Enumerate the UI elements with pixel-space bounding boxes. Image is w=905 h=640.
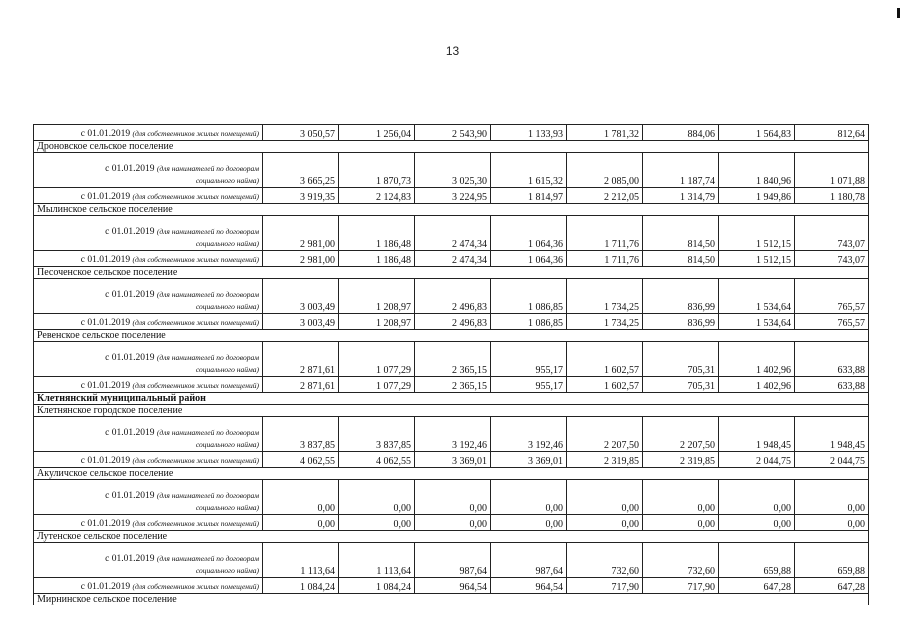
tariff-value: 0,00 bbox=[643, 515, 719, 531]
tariff-value: 3 837,85 bbox=[263, 417, 339, 452]
tariff-value: 0,00 bbox=[795, 515, 869, 531]
settlement-header-row bbox=[34, 141, 869, 153]
tariff-value: 0,00 bbox=[415, 480, 491, 515]
tariff-value: 1 086,85 bbox=[491, 279, 567, 314]
owners-note: (для собственников жилых помещений) bbox=[132, 519, 259, 528]
tenants-note-line1: (для нанимателей по договорам bbox=[156, 554, 259, 563]
owners-tariff-row bbox=[34, 188, 869, 204]
tariff-value: 955,17 bbox=[491, 377, 567, 393]
tariff-value: 1 814,97 bbox=[491, 188, 567, 204]
tariff-value: 659,88 bbox=[719, 543, 795, 578]
tariff-value: 3 003,49 bbox=[263, 314, 339, 330]
tariff-value: 1 615,32 bbox=[491, 153, 567, 188]
settlement-name: Лутенское сельское поселение bbox=[34, 531, 869, 543]
owners-tariff-row bbox=[34, 578, 869, 594]
row-label bbox=[34, 125, 263, 141]
tariff-value: 659,88 bbox=[795, 543, 869, 578]
settlement-header-row bbox=[34, 267, 869, 279]
tariff-value: 955,17 bbox=[491, 342, 567, 377]
owners-tariff-row bbox=[34, 314, 869, 330]
tariff-value: 1 734,25 bbox=[567, 314, 643, 330]
tariff-value: 1 084,24 bbox=[339, 578, 415, 594]
tariff-value: 1 781,32 bbox=[567, 125, 643, 141]
row-label bbox=[34, 188, 263, 204]
tariff-value: 1 186,48 bbox=[339, 251, 415, 267]
tariff-value: 743,07 bbox=[795, 251, 869, 267]
tariff-value: 1 734,25 bbox=[567, 279, 643, 314]
tariff-value: 3 003,49 bbox=[263, 279, 339, 314]
tariff-value: 705,31 bbox=[643, 377, 719, 393]
tenants-note-line2: социального найма) bbox=[195, 365, 259, 374]
tariff-value: 1 077,29 bbox=[339, 342, 415, 377]
tariff-value: 3 192,46 bbox=[415, 417, 491, 452]
tariff-value: 1 711,76 bbox=[567, 251, 643, 267]
tenants-tariff-row bbox=[34, 342, 869, 377]
tariff-value: 4 062,55 bbox=[339, 452, 415, 468]
owners-note: (для собственников жилых помещений) bbox=[132, 456, 259, 465]
tenants-note-line2: социального найма) bbox=[195, 566, 259, 575]
tariff-value: 1 534,64 bbox=[719, 314, 795, 330]
date-label: с 01.01.2019 bbox=[80, 318, 131, 328]
tenants-note-line1: (для нанимателей по договорам bbox=[156, 227, 259, 236]
tenants-note-line2: социального найма) bbox=[195, 176, 259, 185]
settlement-name: Мирнинское сельское поселение bbox=[34, 594, 869, 606]
owners-tariff-row bbox=[34, 377, 869, 393]
owners-note: (для собственников жилых помещений) bbox=[132, 192, 259, 201]
tariff-value: 3 224,95 bbox=[415, 188, 491, 204]
tariff-value: 1 602,57 bbox=[567, 342, 643, 377]
tariff-value: 1 133,93 bbox=[491, 125, 567, 141]
tenants-note-line2: социального найма) bbox=[195, 440, 259, 449]
tariff-value: 1 711,76 bbox=[567, 216, 643, 251]
tariff-value: 987,64 bbox=[415, 543, 491, 578]
tariff-value: 2 474,34 bbox=[415, 216, 491, 251]
tariff-value: 0,00 bbox=[491, 515, 567, 531]
date-label: с 01.01.2019 bbox=[105, 353, 155, 363]
tariff-value: 732,60 bbox=[567, 543, 643, 578]
settlement-header-row bbox=[34, 594, 869, 606]
tariff-value: 2 365,15 bbox=[415, 342, 491, 377]
tariff-value: 717,90 bbox=[567, 578, 643, 594]
tariff-value: 3 050,57 bbox=[263, 125, 339, 141]
tariff-value: 0,00 bbox=[795, 480, 869, 515]
tariff-value: 2 871,61 bbox=[263, 377, 339, 393]
settlement-header-row bbox=[34, 405, 869, 417]
settlement-name: Мылинское сельское поселение bbox=[34, 204, 869, 216]
tariff-value: 1 208,97 bbox=[339, 279, 415, 314]
tariff-value: 0,00 bbox=[643, 480, 719, 515]
tariff-value: 2 044,75 bbox=[719, 452, 795, 468]
tariff-value: 814,50 bbox=[643, 251, 719, 267]
tariff-value: 2 207,50 bbox=[567, 417, 643, 452]
page-number: 13 bbox=[445, 44, 460, 58]
settlement-name: Песоченское сельское поселение bbox=[34, 267, 869, 279]
date-label: с 01.01.2019 bbox=[105, 290, 155, 300]
tariff-value: 2 044,75 bbox=[795, 452, 869, 468]
row-label bbox=[34, 216, 263, 251]
tariff-value: 3 369,01 bbox=[491, 452, 567, 468]
tenants-note-line2: социального найма) bbox=[195, 302, 259, 311]
date-label: с 01.01.2019 bbox=[105, 164, 155, 174]
row-label bbox=[34, 314, 263, 330]
tariff-value: 743,07 bbox=[795, 216, 869, 251]
tariff-value: 1 208,97 bbox=[339, 314, 415, 330]
tariff-value: 1 113,64 bbox=[339, 543, 415, 578]
tariff-value: 1 113,64 bbox=[263, 543, 339, 578]
date-label: с 01.01.2019 bbox=[105, 227, 155, 237]
owners-tariff-row bbox=[34, 452, 869, 468]
tariff-value: 2 871,61 bbox=[263, 342, 339, 377]
row-label bbox=[34, 452, 263, 468]
tariff-value: 2 365,15 bbox=[415, 377, 491, 393]
row-label bbox=[34, 543, 263, 578]
tariff-value: 3 025,30 bbox=[415, 153, 491, 188]
tenants-note-line1: (для нанимателей по договорам bbox=[156, 164, 259, 173]
tenants-tariff-row bbox=[34, 153, 869, 188]
tariff-value: 2 981,00 bbox=[263, 216, 339, 251]
tenants-tariff-row bbox=[34, 543, 869, 578]
tariff-value: 964,54 bbox=[491, 578, 567, 594]
tenants-tariff-row bbox=[34, 279, 869, 314]
row-label bbox=[34, 279, 263, 314]
tenants-tariff-row bbox=[34, 480, 869, 515]
row-label bbox=[34, 515, 263, 531]
tariff-value: 836,99 bbox=[643, 314, 719, 330]
date-label: с 01.01.2019 bbox=[80, 381, 131, 391]
tariff-value: 0,00 bbox=[567, 480, 643, 515]
tariff-table bbox=[33, 124, 869, 605]
tariff-value: 633,88 bbox=[795, 377, 869, 393]
tariff-value: 1 602,57 bbox=[567, 377, 643, 393]
owners-tariff-row bbox=[34, 125, 869, 141]
settlement-header-row bbox=[34, 531, 869, 543]
tariff-value: 1 071,88 bbox=[795, 153, 869, 188]
district-name: Клетнянский муниципальный район bbox=[34, 393, 869, 405]
owners-tariff-row bbox=[34, 515, 869, 531]
tariff-value: 2 207,50 bbox=[643, 417, 719, 452]
settlement-name: Ревенское сельское поселение bbox=[34, 330, 869, 342]
tariff-value: 1 512,15 bbox=[719, 251, 795, 267]
tariff-value: 647,28 bbox=[795, 578, 869, 594]
tariff-value: 2 543,90 bbox=[415, 125, 491, 141]
tariff-value: 647,28 bbox=[719, 578, 795, 594]
owners-tariff-row bbox=[34, 251, 869, 267]
district-header-row bbox=[34, 393, 869, 405]
tenants-tariff-row bbox=[34, 216, 869, 251]
tariff-value: 2 319,85 bbox=[643, 452, 719, 468]
tariff-value: 2 474,34 bbox=[415, 251, 491, 267]
settlement-name: Клетнянское городское поселение bbox=[34, 405, 869, 417]
tariff-value: 2 085,00 bbox=[567, 153, 643, 188]
tariff-value: 0,00 bbox=[491, 480, 567, 515]
tariff-value: 633,88 bbox=[795, 342, 869, 377]
tenants-note-line1: (для нанимателей по договорам bbox=[156, 428, 259, 437]
tariff-value: 1 840,96 bbox=[719, 153, 795, 188]
tariff-value: 2 212,05 bbox=[567, 188, 643, 204]
date-label: с 01.01.2019 bbox=[80, 192, 131, 202]
settlement-header-row bbox=[34, 468, 869, 480]
tariff-value: 2 496,83 bbox=[415, 279, 491, 314]
date-label: с 01.01.2019 bbox=[80, 129, 131, 139]
tariff-value: 0,00 bbox=[415, 515, 491, 531]
tariff-value: 0,00 bbox=[567, 515, 643, 531]
tariff-value: 1 534,64 bbox=[719, 279, 795, 314]
tariff-value: 1 949,86 bbox=[719, 188, 795, 204]
owners-note: (для собственников жилых помещений) bbox=[132, 582, 259, 591]
tariff-value: 3 919,35 bbox=[263, 188, 339, 204]
tariff-value: 1 948,45 bbox=[795, 417, 869, 452]
row-label bbox=[34, 251, 263, 267]
tariff-value: 2 981,00 bbox=[263, 251, 339, 267]
tariff-value: 765,57 bbox=[795, 314, 869, 330]
tariff-value: 0,00 bbox=[719, 480, 795, 515]
tenants-tariff-row bbox=[34, 417, 869, 452]
owners-note: (для собственников жилых помещений) bbox=[132, 381, 259, 390]
date-label: с 01.01.2019 bbox=[80, 456, 131, 466]
row-label bbox=[34, 417, 263, 452]
tariff-value: 0,00 bbox=[263, 515, 339, 531]
tariff-value: 1 870,73 bbox=[339, 153, 415, 188]
tariff-value: 1 064,36 bbox=[491, 216, 567, 251]
settlement-header-row bbox=[34, 204, 869, 216]
date-label: с 01.01.2019 bbox=[105, 428, 155, 438]
tariff-value: 0,00 bbox=[339, 515, 415, 531]
row-label bbox=[34, 377, 263, 393]
tenants-note-line1: (для нанимателей по договорам bbox=[156, 290, 259, 299]
tariff-value: 3 665,25 bbox=[263, 153, 339, 188]
settlement-name: Дроновское сельское поселение bbox=[34, 141, 869, 153]
date-label: с 01.01.2019 bbox=[80, 582, 131, 592]
tariff-value: 987,64 bbox=[491, 543, 567, 578]
tariff-value: 732,60 bbox=[643, 543, 719, 578]
tariff-value: 1 077,29 bbox=[339, 377, 415, 393]
tenants-note-line1: (для нанимателей по договорам bbox=[156, 353, 259, 362]
tariff-value: 1 512,15 bbox=[719, 216, 795, 251]
row-label bbox=[34, 480, 263, 515]
tariff-value: 3 837,85 bbox=[339, 417, 415, 452]
owners-note: (для собственников жилых помещений) bbox=[132, 129, 259, 138]
scan-edge-mark bbox=[897, 8, 900, 18]
tariff-value: 0,00 bbox=[263, 480, 339, 515]
row-label bbox=[34, 153, 263, 188]
row-label bbox=[34, 578, 263, 594]
tariff-value: 2 496,83 bbox=[415, 314, 491, 330]
tariff-value: 1 086,85 bbox=[491, 314, 567, 330]
tariff-value: 3 369,01 bbox=[415, 452, 491, 468]
tariff-value: 1 180,78 bbox=[795, 188, 869, 204]
tariff-value: 1 084,24 bbox=[263, 578, 339, 594]
tariff-value: 1 187,74 bbox=[643, 153, 719, 188]
tariff-value: 1 402,96 bbox=[719, 342, 795, 377]
tariff-value: 717,90 bbox=[643, 578, 719, 594]
settlement-name: Акуличское сельское поселение bbox=[34, 468, 869, 480]
tariff-value: 2 124,83 bbox=[339, 188, 415, 204]
owners-note: (для собственников жилых помещений) bbox=[132, 255, 259, 264]
owners-note: (для собственников жилых помещений) bbox=[132, 318, 259, 327]
tariff-value: 2 319,85 bbox=[567, 452, 643, 468]
tariff-value: 765,57 bbox=[795, 279, 869, 314]
date-label: с 01.01.2019 bbox=[105, 554, 155, 564]
tariff-value: 1 564,83 bbox=[719, 125, 795, 141]
tenants-note-line1: (для нанимателей по договорам bbox=[156, 491, 259, 500]
date-label: с 01.01.2019 bbox=[80, 519, 131, 529]
tariff-value: 1 402,96 bbox=[719, 377, 795, 393]
row-label bbox=[34, 342, 263, 377]
date-label: с 01.01.2019 bbox=[80, 255, 131, 265]
tariff-value: 814,50 bbox=[643, 216, 719, 251]
tariff-value: 4 062,55 bbox=[263, 452, 339, 468]
tariff-value: 705,31 bbox=[643, 342, 719, 377]
tariff-value: 1 186,48 bbox=[339, 216, 415, 251]
tariff-value: 964,54 bbox=[415, 578, 491, 594]
tenants-note-line2: социального найма) bbox=[195, 503, 259, 512]
tariff-value: 1 256,04 bbox=[339, 125, 415, 141]
tariff-value: 884,06 bbox=[643, 125, 719, 141]
tariff-value: 0,00 bbox=[339, 480, 415, 515]
tariff-value: 836,99 bbox=[643, 279, 719, 314]
tariff-value: 1 314,79 bbox=[643, 188, 719, 204]
tariff-value: 1 948,45 bbox=[719, 417, 795, 452]
settlement-header-row bbox=[34, 330, 869, 342]
date-label: с 01.01.2019 bbox=[105, 491, 155, 501]
tariff-value: 812,64 bbox=[795, 125, 869, 141]
tariff-value: 1 064,36 bbox=[491, 251, 567, 267]
tariff-value: 0,00 bbox=[719, 515, 795, 531]
tenants-note-line2: социального найма) bbox=[195, 239, 259, 248]
tariff-value: 3 192,46 bbox=[491, 417, 567, 452]
